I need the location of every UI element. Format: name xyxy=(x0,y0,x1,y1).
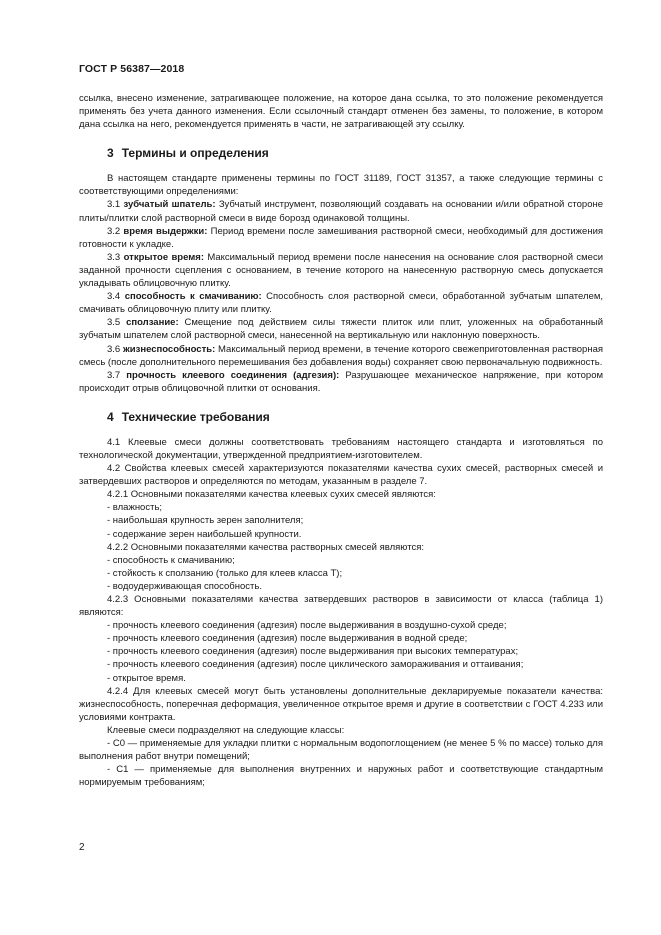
list-item: - наибольшая крупность зерен заполнителя; xyxy=(107,515,304,527)
term-text: Зубчатый инструмент, позволяющий создавать на основании и/или обратной стороне плиты/плитки слой растворной смеси в виде борозд одинаковой толщины. xyxy=(79,199,604,224)
term-text: Разрушающее механическое напряжение, при котором происходит отрыв облицовочной плитки от основания. xyxy=(79,369,604,394)
term-text: Способность слоя растворной смеси, обработанной зубчатым шпателем, смачивать облицовочную плиту или плитку. xyxy=(79,291,604,316)
term-name: открытое время: xyxy=(123,251,204,263)
term-definition xyxy=(79,290,603,316)
term-name: время выдержки: xyxy=(123,225,208,237)
term-definition xyxy=(79,251,603,290)
list-item: - прочность клеевого соединения (адгезия) после выдерживания при высоких температурах; xyxy=(107,646,519,658)
term-definition xyxy=(79,369,603,395)
section-4-body xyxy=(79,436,603,790)
term-definition xyxy=(79,316,603,342)
list-item: - прочность клеевого соединения (адгезия) после циклического замораживания и оттаивания; xyxy=(107,659,524,671)
paragraph: 4.1 Клеевые смеси должны соответствовать требованиям настоящего стандарта и изготовляться по технологической документации, утвержденной предприятием-изготовителем. xyxy=(79,436,603,461)
paragraph: 4.2.2 Основными показателями качества растворных смесей являются: xyxy=(107,541,424,553)
term-definition xyxy=(79,225,603,251)
paragraph: 4.2.3 Основными показателями качества затвердевших растворов в зависимости от класса (таблица 1) являются: xyxy=(79,594,603,619)
term-name: зубчатый шпатель: xyxy=(123,199,216,211)
section-4-title: Технические требования xyxy=(121,409,270,424)
term-number: 3.5 xyxy=(107,317,121,329)
section-3-lead: В настоящем стандарте применены термины по ГОСТ 31189, ГОСТ 31357, а также следующие термины с соответствующими определениями: xyxy=(79,173,603,198)
paragraph: - С1 — применяемые для выполнения внутренних и наружных работ и соответствующие стандартным нормируемым требованиям; xyxy=(79,764,603,789)
term-name: способность к смачиванию: xyxy=(124,291,262,303)
paragraph: 4.2.1 Основными показателями качества клеевых сухих смесей являются: xyxy=(107,489,436,501)
section-3-number: 3 xyxy=(107,146,114,161)
term-number: 3.1 xyxy=(107,199,121,211)
section-4-number: 4 xyxy=(107,409,114,424)
term-definition xyxy=(79,343,603,369)
term-text: Максимальный период времени, в течение которого свежеприготовленная растворная смесь (после дополнительного перемешивания без добавления воды) сохраняет свою первоначальную подвижность. xyxy=(79,343,604,368)
term-name: сползание: xyxy=(126,317,179,329)
terms-list xyxy=(79,198,603,394)
term-number: 3.7 xyxy=(107,369,121,381)
list-item: - способность к смачиванию; xyxy=(107,554,235,566)
intro-paragraph: ссылка, внесено изменение, затрагивающее положение, на которое дана ссылка, то это положение рекомендуется применять без учета данного изменения. Если ссылочный стандарт отменен без замены, то положение, в котором дана ссылка на него, рекомендуется применять в части, не затрагивающей эту ссылку. xyxy=(79,93,603,131)
section-4-heading xyxy=(107,410,603,424)
list-item: - прочность клеевого соединения (адгезия) после выдерживания в водной среде; xyxy=(107,633,468,645)
term-name: прочность клеевого соединения (адгезия): xyxy=(126,369,340,381)
term-definition xyxy=(79,198,603,224)
paragraph: 4.2.4 Для клеевых смесей могут быть установлены дополнительные декларируемые показатели качества: жизнеспособность, поперечная деформация, увеличенное открытое время и другие в соответствии с ГОСТ 4.233 или условиями контракта. xyxy=(79,685,603,723)
term-number: 3.3 xyxy=(107,251,121,263)
list-item: - стойкость к сползанию (только для клеев класса Т); xyxy=(107,567,343,579)
list-item: - влажность; xyxy=(107,502,163,514)
page-header: ГОСТ Р 56387—2018 xyxy=(79,63,185,75)
list-item: - открытое время. xyxy=(107,672,186,684)
paragraph: Клеевые смеси подразделяют на следующие классы: xyxy=(107,724,345,736)
list-item: - содержание зерен наибольшей крупности. xyxy=(107,528,302,540)
term-number: 3.6 xyxy=(107,343,121,355)
paragraph: 4.2 Свойства клеевых смесей характеризуются показателями качества сухих смесей, растворных смесей и затвердевших растворов и определяются по методам, указанным в разделе 7. xyxy=(79,463,603,488)
section-3-heading xyxy=(107,146,603,160)
paragraph: - С0 — применяемые для укладки плитки с нормальным водопоглощением (не менее 5 % по массе) только для выполнения работ внутри помещений; xyxy=(79,738,603,763)
term-number: 3.4 xyxy=(107,291,121,303)
term-number: 3.2 xyxy=(107,225,121,237)
page-number: 2 xyxy=(79,842,85,853)
term-text: Период времени после замешивания растворной смеси, необходимый для достижения готовности к укладке. xyxy=(79,225,604,250)
term-name: жизнеспособность: xyxy=(123,343,216,355)
list-item: - прочность клеевого соединения (адгезия) после выдерживания в воздушно-сухой среде; xyxy=(107,620,507,632)
term-text: Смещение под действием силы тяжести плиток или плит, уложенных на обработанный зубчатым шпателем слой растворной смеси, нанесенной на вертикальную или наклонную поверхность. xyxy=(79,317,603,342)
list-item: - водоудерживающая способность. xyxy=(107,580,262,592)
page-content xyxy=(79,92,603,789)
term-text: Максимальный период времени после нанесения на основание слоя растворной смеси заданной прочности сцепления с основанием, в течение которого на нанесенную растворную смесь допускается укладывать облицовочную плитку. xyxy=(79,251,603,290)
section-3-title: Термины и определения xyxy=(121,146,269,161)
